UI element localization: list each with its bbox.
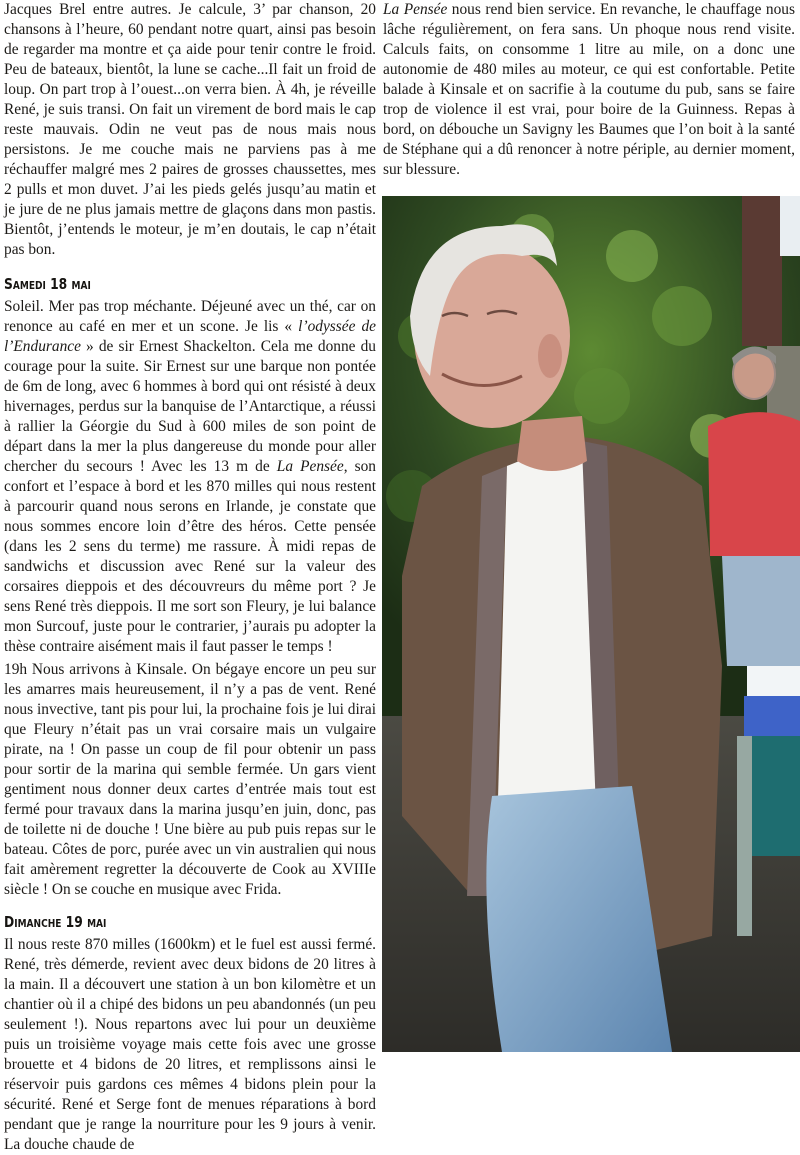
photo-illustration — [382, 196, 800, 1052]
section-heading-samedi: Samedi 18 mai — [4, 275, 91, 293]
samedi-paragraph-1 — [4, 297, 376, 657]
brick-wall — [742, 196, 782, 346]
text-run: » de sir Ernest Shackelton. Cela me donne du courage pour la suite. Sir Ernest sur une barque non pontée de 6m de long, avec 6 hommes à bord qui ont résisté à deux hivernages, perdus sur la banquise de l’Antarctique, a réussi à rallier la Géorgie du Sud à 600 miles de son point de départ dans la mer la plus dangereuse du monde pour aller chercher du secours ! Avec les 13 m de — [4, 338, 376, 475]
boat-name: La Pensée — [276, 458, 344, 475]
section-heading-dimanche: Dimanche 19 mai — [4, 913, 107, 931]
left-column — [4, 0, 376, 1155]
right-column — [383, 0, 795, 180]
book-title: l’odyssée de l’Endurance — [4, 318, 377, 355]
dimanche-paragraph-1: Il nous reste 870 milles (1600km) et le fuel est aussi fermé. René, très démerde, revient avec deux bidons de 20 litres à la main. Il a découvert une station à un bon kilomètre et un chantier où il a chipé des bidons un peu abandonnés (un peu seulement !). Nous repartons avec lui pour un deuxième puis un troisième voyage mais cette fois avec une grosse brouette et 4 bidons de 20 litres, et remplissons ainsi le réservoir puis gardons ces mêmes 4 bidons plein pour la sécurité. René et Serge font de menues réparations à bord pendant que je range la nourriture pour les 9 jours à venir. La douche chaude de — [4, 936, 376, 1153]
boat-name: La Pensée — [383, 1, 448, 18]
text-run: , son confort et l’espace à bord et les 870 milles qui nous restent à parcourir quand nous serons en Irlande, je constate que nous sommes encore loin d’être des héros. Cette pensée (dans les 2 sens du terme) me rassure. À midi repas de sandwichs et discussion avec René sur la valeur des corsaires dieppois et des découvreurs du même port ? Je sens René très dieppois. Il me sort son Fleury, je lui balance mon Surcouf, juste pour le contrarier, j’aurais pu adopter la thèse contraire aisément mais il faut passer le temps ! — [4, 458, 377, 655]
sky — [780, 196, 800, 256]
text-run: nous rend bien service. En revanche, le chauffage nous lâche régulièrement, on fera sans. Un phoque nous rend visite. Calculs faits, on consomme 1 litre au mile, on a donc une autonomie de 480 miles au moteur, ce qui est confortable. Petite balade à Kinsale et on sacrifie à la coutume du pub, sans se faire trop de violence il est vrai, pour boire de la Guinness. Repas à bord, on débouche un Savigny les Baumes que l’on boit à la santé de Stéphane qui a dû renoncer à notre périple, au dernier moment, sur blessure. — [383, 1, 795, 178]
right-paragraph — [383, 0, 795, 180]
intro-paragraph: Jacques Brel entre autres. Je calcule, 3’ par chanson, 20 chansons à l’heure, 60 pendant notre quart, ainsi pas besoin de regarder ma montre et ça aide pour tenir contre le froid. Peu de bateaux, bientôt, la lune se cache...Il fait un froid de loup. On part trop à l’ouest...on verra bien. À 4h, je réveille René, je suis transi. On fait un virement de bord mais le cap reste mauvais. Odin ne veut pas de nous mais nous persistons. Je me couche mais ne parviens pas à me réchauffer malgré mes 2 paires de grosses chaussettes, mes 2 pulls et mon duvet. J’ai les pieds gelés jusqu’au matin et je jure de ne plus jamais mettre de glaçons dans mon pastis. Bientôt, j’entends le moteur, je m’en doutais, le cap n’était pas bon. — [4, 1, 376, 258]
text-run: Soleil. Mer pas trop méchante. Déjeuné avec un thé, car on renonce au café en mer et un scone. Je lis « — [4, 298, 376, 335]
samedi-paragraph-2: 19h Nous arrivons à Kinsale. On bégaye encore un peu sur les amarres mais heureusement, il n’y a pas de vent. René nous invective, tant pis pour lui, la prochaine fois je lui dirai que Fleury n’était pas un vrai corsaire mais un vulgaire pirate, na ! On passe un coup de fil pour obtenir un pass pour sortir de la marina qui semble fermée. Un gars vient gentiment nous donner deux cartes d’entrée mais tout est fermé pour travaux dans la marina jusqu’en juin, donc, pas de toilette ni de douche ! Une bière au pub puis repas sur le bateau. Côtes de porc, purée avec un vin australien qui nous fait amèrement regretter la découverte de Cook au XVIIIe siècle ! On se couche en musique avec Frida. — [4, 661, 376, 898]
shirt — [497, 446, 597, 836]
article-photo — [382, 196, 800, 1052]
